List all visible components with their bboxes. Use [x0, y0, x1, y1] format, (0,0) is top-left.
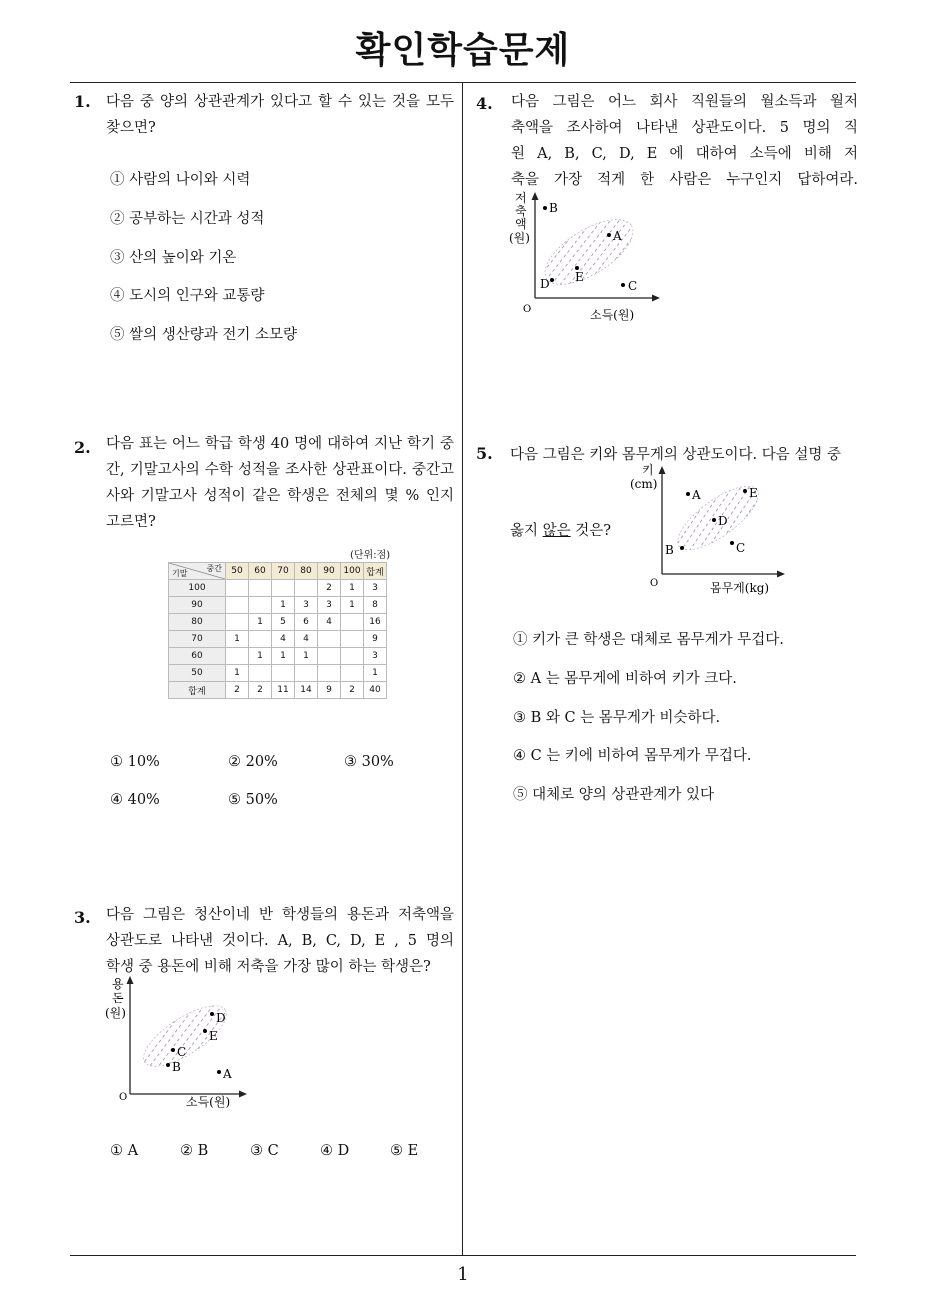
- question-number: 5.: [476, 444, 493, 463]
- point-label-c: C: [736, 541, 746, 555]
- point-c: [730, 541, 734, 545]
- question-number: 2.: [74, 438, 91, 457]
- point-label-e: E: [749, 486, 758, 500]
- table-row-header: 90: [169, 597, 226, 614]
- table-cell: [295, 665, 318, 682]
- table-cell: [226, 648, 249, 665]
- option-2[interactable]: ② 공부하는 시간과 성적: [110, 211, 265, 227]
- option-5[interactable]: ⑤ 쌀의 생산량과 전기 소모량: [110, 327, 298, 343]
- point-d: [550, 278, 554, 282]
- question-text-line-4: 축을 가장 적게 한 사람은 누구인지 답하여라.: [511, 172, 858, 188]
- underlined-word: 않은: [542, 523, 571, 539]
- table-row-header: 60: [169, 648, 226, 665]
- table-cell: [249, 631, 272, 648]
- scatter-diagram-q4: [505, 190, 665, 324]
- bottom-rule: [70, 1255, 856, 1256]
- y-axis-arrow: [127, 976, 134, 984]
- correlation-table: [168, 562, 387, 699]
- option-3[interactable]: ③ 산의 높이와 기온: [110, 250, 237, 266]
- option-3[interactable]: ③ B 와 C 는 몸무게가 비슷하다.: [513, 710, 721, 726]
- option-4[interactable]: ④ 도시의 인구와 교통량: [110, 288, 265, 304]
- y-axis-label-2: (cm): [630, 477, 658, 491]
- point-label-d: D: [540, 277, 550, 291]
- table-cell: 8: [364, 597, 387, 614]
- point-a: [217, 1070, 221, 1074]
- question-number: 4.: [476, 94, 493, 113]
- option-1[interactable]: ① 키가 큰 학생은 대체로 몸무게가 무겁다.: [513, 632, 784, 648]
- table-cell: [318, 631, 341, 648]
- origin-label: O: [650, 578, 659, 589]
- table-cell: [249, 597, 272, 614]
- table-cell: 40: [364, 682, 387, 699]
- question-text-line-1: 다음 그림은 어느 회사 직원들의 월소득과 월저: [511, 94, 858, 110]
- point-d: [712, 518, 716, 522]
- table-cell: 4: [272, 631, 295, 648]
- y-axis-label-3: 액: [515, 217, 527, 231]
- table-cell: 16: [364, 614, 387, 631]
- table-unit: (단위:점): [350, 550, 391, 561]
- point-a: [686, 492, 690, 496]
- table-cell: 11: [272, 682, 295, 699]
- table-cell: 4: [318, 614, 341, 631]
- point-e: [203, 1029, 207, 1033]
- table-cell: [272, 665, 295, 682]
- x-axis-label: 몸무게(kg): [710, 581, 770, 595]
- option-2[interactable]: ② A 는 몸무게에 비하여 키가 크다.: [513, 671, 737, 687]
- question-number: 1.: [74, 92, 91, 111]
- table-row-header: 50: [169, 665, 226, 682]
- question-text-line-2: 상관도로 나타낸 것이다. A, B, C, D, E , 5 명의: [106, 933, 454, 949]
- table-cell: 9: [318, 682, 341, 699]
- table-row: [169, 614, 387, 631]
- point-label-b: B: [172, 1060, 181, 1074]
- y-axis-label-1: 키: [642, 463, 654, 477]
- table-row: [169, 682, 387, 699]
- y-axis-label-1: 용: [112, 977, 124, 991]
- table-cell: 1: [249, 648, 272, 665]
- point-label-a: A: [692, 488, 701, 502]
- option-5[interactable]: ⑤ 50%: [228, 792, 278, 808]
- table-cell: 4: [295, 631, 318, 648]
- point-c: [621, 283, 625, 287]
- option-4[interactable]: ④ D: [320, 1143, 350, 1159]
- x-axis-label: 소득(원): [186, 1095, 231, 1109]
- table-row: [169, 665, 387, 682]
- table-cell: 1: [341, 597, 364, 614]
- table-cell: 1: [272, 597, 295, 614]
- question-text-line-1: 다음 그림은 키와 몸무게의 상관도이다. 다음 설명 중: [510, 447, 842, 463]
- point-cloud: [135, 995, 235, 1077]
- question-text-line-2: 축액을 조사하여 나타낸 상관도이다. 5 명의 직: [511, 120, 858, 136]
- table-cell: 3: [295, 597, 318, 614]
- table-col-header: 합계: [364, 563, 387, 580]
- point-label-e: E: [209, 1029, 218, 1043]
- table-row: [169, 631, 387, 648]
- table-col-header: 90: [318, 563, 341, 580]
- table-cell: [226, 597, 249, 614]
- table-col-header: 100: [341, 563, 364, 580]
- table-cell: [226, 614, 249, 631]
- table-row-header: 합계: [169, 682, 226, 699]
- question-text-line-1: 다음 그림은 청산이네 반 학생들의 용돈과 저축액을: [106, 907, 454, 923]
- table-row: [169, 597, 387, 614]
- x-axis-arrow: [239, 1091, 247, 1098]
- point-b: [166, 1063, 170, 1067]
- option-1[interactable]: ① 10%: [110, 754, 160, 770]
- table-row-header: 80: [169, 614, 226, 631]
- option-2[interactable]: ② 20%: [228, 754, 278, 770]
- y-axis-label-1: 저: [515, 191, 527, 205]
- point-e: [743, 489, 747, 493]
- text-part: 옳지: [510, 523, 543, 539]
- table-cell: 5: [272, 614, 295, 631]
- table-cell: [318, 648, 341, 665]
- table-row-header: 70: [169, 631, 226, 648]
- point-label-c: C: [177, 1045, 187, 1059]
- option-4[interactable]: ④ C 는 키에 비하여 몸무게가 무겁다.: [513, 748, 752, 764]
- point-d: [210, 1012, 214, 1016]
- table-row: [169, 580, 387, 597]
- corner-bottom-label: 기말: [172, 569, 188, 578]
- table-cell: 1: [226, 665, 249, 682]
- table-cell: 2: [226, 682, 249, 699]
- point-cloud: [535, 207, 643, 297]
- table-cell: 3: [364, 648, 387, 665]
- point-label-a: A: [223, 1067, 232, 1081]
- table-col-header: 80: [295, 563, 318, 580]
- table-cell: [295, 580, 318, 597]
- page-number: 1: [457, 1264, 469, 1285]
- point-label-d: D: [216, 1011, 226, 1025]
- table-cell: 1: [364, 665, 387, 682]
- table-row: [169, 648, 387, 665]
- point-b: [543, 206, 547, 210]
- table-corner: [169, 563, 226, 580]
- y-axis-label-2: 돈: [112, 991, 124, 1005]
- table-col-header: 60: [249, 563, 272, 580]
- y-axis-label-3: (원): [105, 1006, 126, 1020]
- option-1[interactable]: ① 사람의 나이와 시력: [110, 172, 251, 188]
- table-cell: 1: [272, 648, 295, 665]
- point-label-b: B: [665, 543, 674, 557]
- x-axis-arrow: [777, 571, 785, 578]
- table-cell: [272, 580, 295, 597]
- top-rule: [70, 82, 856, 83]
- point-label-c: C: [628, 279, 638, 293]
- table-cell: 2: [249, 682, 272, 699]
- table-col-header: 50: [226, 563, 249, 580]
- table-cell: [249, 580, 272, 597]
- x-axis-arrow: [652, 295, 660, 302]
- table-cell: 6: [295, 614, 318, 631]
- corner-top-label: 중간: [206, 564, 222, 573]
- scatter-diagram-q3: [100, 974, 250, 1114]
- point-label-a: A: [613, 229, 622, 243]
- option-5[interactable]: ⑤ 대체로 양의 상관관계가 있다: [513, 787, 715, 803]
- table-cell: 2: [341, 682, 364, 699]
- point-a: [607, 233, 611, 237]
- scatter-diagram-q5: [630, 462, 790, 596]
- table-cell: [341, 631, 364, 648]
- table-cell: 1: [341, 580, 364, 597]
- question-text: 다음 중 양의 상관관계가 있다고 할 수 있는 것을 모두 찾으면?: [106, 94, 454, 136]
- point-label-d: D: [718, 514, 728, 528]
- table-cell: 1: [249, 614, 272, 631]
- table-cell: [249, 665, 272, 682]
- point-b: [680, 546, 684, 550]
- y-axis-label-4: (원): [509, 231, 530, 245]
- table-cell: 3: [318, 597, 341, 614]
- x-axis-label: 소득(원): [590, 308, 635, 322]
- question-number: 3.: [74, 908, 91, 927]
- table-cell: [341, 665, 364, 682]
- question-text-line-3: 학생 중 용돈에 비해 저축을 가장 많이 하는 학생은?: [106, 959, 431, 975]
- table-cell: 3: [364, 580, 387, 597]
- option-2[interactable]: ② B: [180, 1143, 209, 1159]
- table-cell: [341, 648, 364, 665]
- option-3[interactable]: ③ C: [250, 1143, 279, 1159]
- table-cell: [226, 580, 249, 597]
- point-label-e: E: [575, 270, 584, 284]
- option-3[interactable]: ③ 30%: [344, 754, 394, 770]
- table-cell: 14: [295, 682, 318, 699]
- point-label-b: B: [549, 201, 558, 215]
- origin-label: O: [523, 304, 532, 315]
- y-axis-arrow: [659, 466, 666, 474]
- page-title: 확인학습문제: [355, 30, 571, 71]
- table-cell: 1: [226, 631, 249, 648]
- point-c: [171, 1048, 175, 1052]
- option-5[interactable]: ⑤ E: [390, 1143, 419, 1159]
- table-cell: [341, 614, 364, 631]
- question-text-line-3: 원 A, B, C, D, E 에 대하여 소득에 비해 저: [511, 146, 858, 162]
- text-part: 것은?: [570, 523, 612, 539]
- y-axis-label-2: 축: [515, 204, 527, 218]
- table-row-header: 100: [169, 580, 226, 597]
- origin-label: O: [119, 1092, 128, 1103]
- table-cell: 1: [295, 648, 318, 665]
- table-cell: 9: [364, 631, 387, 648]
- y-axis-arrow: [532, 192, 539, 200]
- question-text: 다음 표는 어느 학급 학생 40 명에 대하여 지난 학기 중간, 기말고사의 수학 성적을 조사한 상관표이다. 중간고사와 기말고사 성적이 같은 학생은 전체의 몇 % 인지 고르면?: [106, 436, 454, 530]
- table-cell: [318, 665, 341, 682]
- question-text-line-2: [510, 519, 611, 540]
- option-4[interactable]: ④ 40%: [110, 792, 160, 808]
- table-cell: 2: [318, 580, 341, 597]
- column-divider: [462, 82, 463, 1256]
- option-1[interactable]: ① A: [110, 1143, 139, 1159]
- table-col-header: 70: [272, 563, 295, 580]
